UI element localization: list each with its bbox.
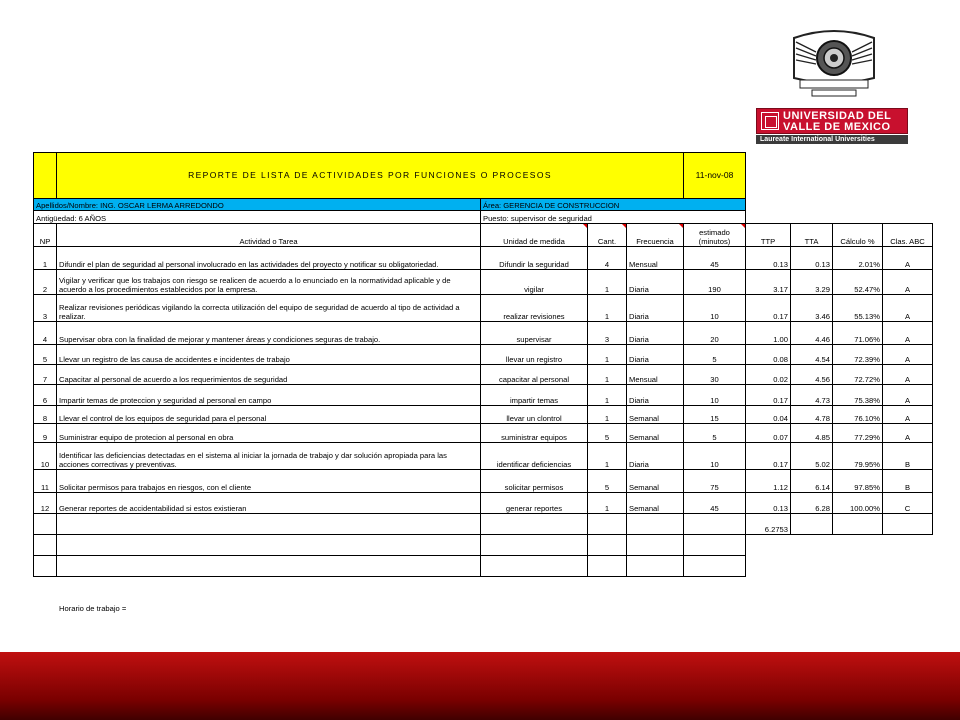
cell-cant: 3 (588, 322, 627, 345)
cell-np: 9 (34, 424, 57, 443)
uvm-name-line2: VALLE DE MEXICO (783, 121, 891, 133)
cell-task: Supervisar obra con la finalidad de mejorar y mantener áreas y condiciones seguras de trabajo. (57, 322, 481, 345)
table-row (34, 365, 933, 385)
header-np: NP (34, 224, 57, 247)
cell-freq: Diaria (627, 295, 684, 322)
empty-row (34, 556, 933, 577)
cell-tta: 6.14 (791, 470, 833, 493)
cell-ttp: 0.13 (746, 247, 791, 270)
cell-np: 4 (34, 322, 57, 345)
cell-np: 5 (34, 345, 57, 365)
name-label: Apellidos/Nombre: ING. OSCAR LERMA ARREDONDO (34, 199, 481, 211)
cell-abc: C (883, 493, 933, 514)
cell-unit: solicitar permisos (481, 470, 588, 493)
cell-ttp: 0.04 (746, 406, 791, 424)
cell-task: Vigilar y verificar que los trabajos con riesgo se realicen de acuerdo a lo enunciado en la normatividad aplicable y de acuerdo a los procedimientos establecidos por la empresa. (57, 270, 481, 295)
header-cant: Cant. (588, 224, 627, 247)
cell-cant: 5 (588, 424, 627, 443)
cell-task: Llevar el control de los equipos de seguridad para el personal (57, 406, 481, 424)
activity-report-table (33, 152, 933, 577)
cell-freq: Semanal (627, 470, 684, 493)
cell-min: 5 (684, 424, 746, 443)
header-tta: TTA (791, 224, 833, 247)
cell-unit: suministrar equipos (481, 424, 588, 443)
cell-freq: Mensual (627, 365, 684, 385)
cell-task: Capacitar al personal de acuerdo a los requerimientos de seguridad (57, 365, 481, 385)
cell-abc: B (883, 470, 933, 493)
cell-cant: 1 (588, 385, 627, 406)
cell-cant: 1 (588, 270, 627, 295)
cell-tta: 4.85 (791, 424, 833, 443)
cell-np: 7 (34, 365, 57, 385)
cell-calc: 97.85% (833, 470, 883, 493)
uvm-logo-box (756, 108, 908, 134)
cell-unit: supervisar (481, 322, 588, 345)
header-calc: Cálculo % (833, 224, 883, 247)
cell-tta: 4.78 (791, 406, 833, 424)
cell-tta: 3.29 (791, 270, 833, 295)
table-row (34, 443, 933, 470)
table-row (34, 247, 933, 270)
cell-abc: A (883, 365, 933, 385)
header-abc: Clas. ABC (883, 224, 933, 247)
cell-cant: 4 (588, 247, 627, 270)
cell-ttp: 1.12 (746, 470, 791, 493)
cell-tta: 3.46 (791, 295, 833, 322)
cell-freq: Semanal (627, 424, 684, 443)
table-row (34, 385, 933, 406)
table-row (34, 424, 933, 443)
cell-min: 45 (684, 247, 746, 270)
cell-freq: Semanal (627, 406, 684, 424)
footer-band (0, 652, 960, 720)
cell-np: 3 (34, 295, 57, 322)
cell-min: 20 (684, 322, 746, 345)
cell-min: 5 (684, 345, 746, 365)
cell-freq: Diaria (627, 443, 684, 470)
table-row (34, 406, 933, 424)
cell-ttp: 0.07 (746, 424, 791, 443)
cell-task: Difundir el plan de seguridad al personal involucrado en las actividades del proyecto y notificar su obligatoriedad. (57, 247, 481, 270)
cell-freq: Diaria (627, 322, 684, 345)
cell-ttp: 0.08 (746, 345, 791, 365)
cell-unit: llevar un clontrol (481, 406, 588, 424)
cell-np: 2 (34, 270, 57, 295)
cell-unit: vigilar (481, 270, 588, 295)
cell-abc: A (883, 385, 933, 406)
cell-task: Realizar revisiones periódicas vigilando la correcta utilización del equipo de seguridad de acuerdo al tipo de actividad a realizar. (57, 295, 481, 322)
cell-unit: impartir temas (481, 385, 588, 406)
cell-calc: 71.06% (833, 322, 883, 345)
cell-cant: 1 (588, 365, 627, 385)
cell-calc: 76.10% (833, 406, 883, 424)
cell-task: Generar reportes de accidentabilidad si estos existieran (57, 493, 481, 514)
cell-min: 10 (684, 295, 746, 322)
cell-min: 75 (684, 470, 746, 493)
cell-abc: B (883, 443, 933, 470)
cell-calc: 72.39% (833, 345, 883, 365)
cell-min: 10 (684, 443, 746, 470)
table-row (34, 322, 933, 345)
cell-cant: 1 (588, 443, 627, 470)
cell-abc: A (883, 247, 933, 270)
activity-rows (34, 247, 933, 514)
empty-row (34, 535, 933, 556)
cell-np: 1 (34, 247, 57, 270)
cell-freq: Semanal (627, 493, 684, 514)
cell-freq: Diaria (627, 270, 684, 295)
uvm-tagline: Laureate International Universities (756, 135, 908, 144)
cell-np: 6 (34, 385, 57, 406)
cell-tta: 4.56 (791, 365, 833, 385)
university-seal (786, 28, 882, 102)
cell-tta: 4.46 (791, 322, 833, 345)
cell-abc: A (883, 322, 933, 345)
cell-unit: llevar un registro (481, 345, 588, 365)
cell-abc: A (883, 406, 933, 424)
cell-calc: 2.01% (833, 247, 883, 270)
cell-tta: 4.73 (791, 385, 833, 406)
cell-task: Solicitar permisos para trabajos en riesgos, con el cliente (57, 470, 481, 493)
report-date: 11-nov-08 (684, 153, 746, 199)
cell-np: 12 (34, 493, 57, 514)
total-ttp: 6.2753 (746, 514, 791, 535)
cell-min: 15 (684, 406, 746, 424)
cell-min: 30 (684, 365, 746, 385)
cell-cant: 1 (588, 345, 627, 365)
antiguedad-label: Antigüedad: 6 AÑOS (34, 211, 481, 224)
report-title: REPORTE DE LISTA DE ACTIVIDADES POR FUNCIONES O PROCESOS (57, 153, 684, 199)
title-spacer-cell (34, 153, 57, 199)
cell-tta: 5.02 (791, 443, 833, 470)
cell-np: 10 (34, 443, 57, 470)
cell-tta: 4.54 (791, 345, 833, 365)
cell-calc: 52.47% (833, 270, 883, 295)
cell-abc: A (883, 270, 933, 295)
cell-ttp: 0.17 (746, 443, 791, 470)
cell-task: Impartir temas de proteccion y seguridad al personal en campo (57, 385, 481, 406)
cell-min: 190 (684, 270, 746, 295)
cell-calc: 77.29% (833, 424, 883, 443)
cell-unit: generar reportes (481, 493, 588, 514)
header-unit: Unidad de medida (481, 224, 588, 247)
header-freq: Frecuencia (627, 224, 684, 247)
cell-freq: Diaria (627, 345, 684, 365)
table-row (34, 270, 933, 295)
cell-ttp: 1.00 (746, 322, 791, 345)
cell-task: Llevar un registro de las causa de accidentes e incidentes de trabajo (57, 345, 481, 365)
cell-unit: realizar revisiones (481, 295, 588, 322)
table-row (34, 470, 933, 493)
cell-ttp: 0.02 (746, 365, 791, 385)
cell-np: 8 (34, 406, 57, 424)
cell-calc: 100.00% (833, 493, 883, 514)
header-ttp: TTP (746, 224, 791, 247)
table-row (34, 493, 933, 514)
cell-task: Suministrar equipo de protecion al personal en obra (57, 424, 481, 443)
cell-ttp: 3.17 (746, 270, 791, 295)
cell-abc: A (883, 295, 933, 322)
activity-report-sheet (33, 152, 933, 577)
header-minutes: estimado (minutos) (684, 224, 746, 247)
cell-unit: identificar deficiencias (481, 443, 588, 470)
cell-calc: 55.13% (833, 295, 883, 322)
uvm-mark-icon (761, 112, 779, 130)
cell-unit: capacitar al personal (481, 365, 588, 385)
cell-tta: 0.13 (791, 247, 833, 270)
cell-cant: 1 (588, 406, 627, 424)
cell-ttp: 0.17 (746, 295, 791, 322)
total-row (34, 514, 933, 535)
cell-task: Identificar las deficiencias detectadas en el sistema al iniciar la jornada de trabajo y dar solución apropiada para las acciones correctivas y preventivas. (57, 443, 481, 470)
cell-ttp: 0.13 (746, 493, 791, 514)
column-header-row (34, 224, 933, 247)
cell-ttp: 0.17 (746, 385, 791, 406)
cell-np: 11 (34, 470, 57, 493)
work-schedule-label: Horario de trabajo = (59, 604, 127, 613)
uvm-logo (756, 108, 908, 144)
cell-tta: 6.28 (791, 493, 833, 514)
cell-calc: 72.72% (833, 365, 883, 385)
area-label: Área: GERENCIA DE CONSTRUCCION (481, 199, 746, 211)
cell-unit: Difundir la seguridad (481, 247, 588, 270)
cell-freq: Diaria (627, 385, 684, 406)
cell-calc: 79.95% (833, 443, 883, 470)
table-row (34, 295, 933, 322)
cell-cant: 1 (588, 295, 627, 322)
header-task: Actividad o Tarea (57, 224, 481, 247)
puesto-label: Puesto: supervisor de seguridad (481, 211, 746, 224)
uvm-name-line1: UNIVERSIDAD DEL (783, 110, 892, 122)
cell-abc: A (883, 345, 933, 365)
cell-freq: Mensual (627, 247, 684, 270)
cell-abc: A (883, 424, 933, 443)
cell-cant: 5 (588, 470, 627, 493)
cell-calc: 75.38% (833, 385, 883, 406)
cell-min: 10 (684, 385, 746, 406)
table-row (34, 345, 933, 365)
cell-min: 45 (684, 493, 746, 514)
cell-cant: 1 (588, 493, 627, 514)
